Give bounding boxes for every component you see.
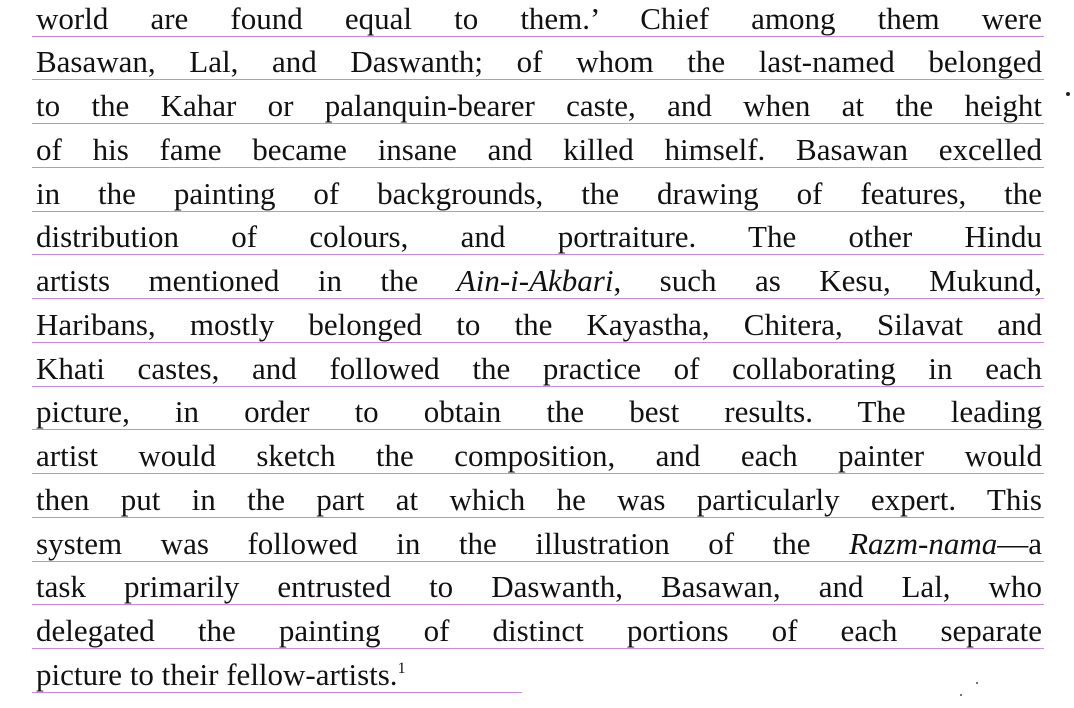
italic-title: Ain-i-Akbari: [456, 263, 614, 298]
text-line-6: distribution of colours, and portraiture. The other Hindu: [36, 219, 1042, 254]
text-line-5: in the painting of backgrounds, the drawing of features, the: [36, 176, 1042, 211]
line-underline: [32, 561, 1044, 562]
footnote-marker: 1: [397, 660, 406, 677]
scan-speck: [1066, 92, 1070, 96]
line-underline: [32, 342, 1044, 343]
text-segment: artists mentioned in the: [36, 263, 457, 298]
text-line-1: world are found equal to them.’ Chief among them were: [36, 1, 1042, 36]
line-underline: [32, 517, 1044, 518]
line-underline: [32, 36, 1044, 37]
text-line-3: to the Kahar or palanquin-bearer caste, and when at the height: [36, 88, 1042, 123]
text-segment: , such as Kesu, Mukund,: [613, 263, 1042, 298]
line-underline: [32, 386, 1044, 387]
line-underline: [32, 604, 1044, 605]
line-underline: [32, 211, 1044, 212]
line-underline: [32, 429, 1044, 430]
text-line-4: of his fame became insane and killed himself. Basawan excelled: [36, 132, 1042, 167]
text-segment: picture to their fellow-artists.: [36, 657, 398, 692]
text-line-10: picture, in order to obtain the best results. The leading: [36, 394, 1042, 429]
line-underline: [32, 692, 522, 693]
line-underline: [32, 167, 1044, 168]
text-line-11: artist would sketch the composition, and each painter would: [36, 438, 1042, 473]
text-line-12: then put in the part at which he was particularly expert. This: [36, 482, 1042, 517]
italic-title: Razm-nama: [849, 526, 998, 561]
text-line-2: Basawan, Lal, and Daswanth; of whom the last-named belonged: [36, 44, 1042, 79]
text-line-14: task primarily entrusted to Daswanth, Basawan, and Lal, who: [36, 569, 1042, 604]
line-underline: [32, 298, 1044, 299]
text-line-16: [36, 656, 1042, 700]
line-underline: [32, 123, 1044, 124]
line-underline: [32, 254, 1044, 255]
text-segment: —a: [997, 526, 1042, 561]
text-line-13: [36, 525, 1042, 569]
line-underline: [32, 473, 1044, 474]
text-line-7: [36, 262, 1042, 306]
line-underline: [32, 79, 1044, 80]
text-line-15: delegated the painting of distinct portions of each separate: [36, 613, 1042, 648]
text-line-8: Haribans, mostly belonged to the Kayastha, Chitera, Silavat and: [36, 307, 1042, 342]
text-line-9: Khati castes, and followed the practice of collaborating in each: [36, 351, 1042, 386]
scan-speck: [976, 682, 978, 684]
line-underline: [32, 648, 1044, 649]
scan-speck: [960, 694, 962, 696]
text-segment: system was followed in the illustration of the: [36, 526, 850, 561]
